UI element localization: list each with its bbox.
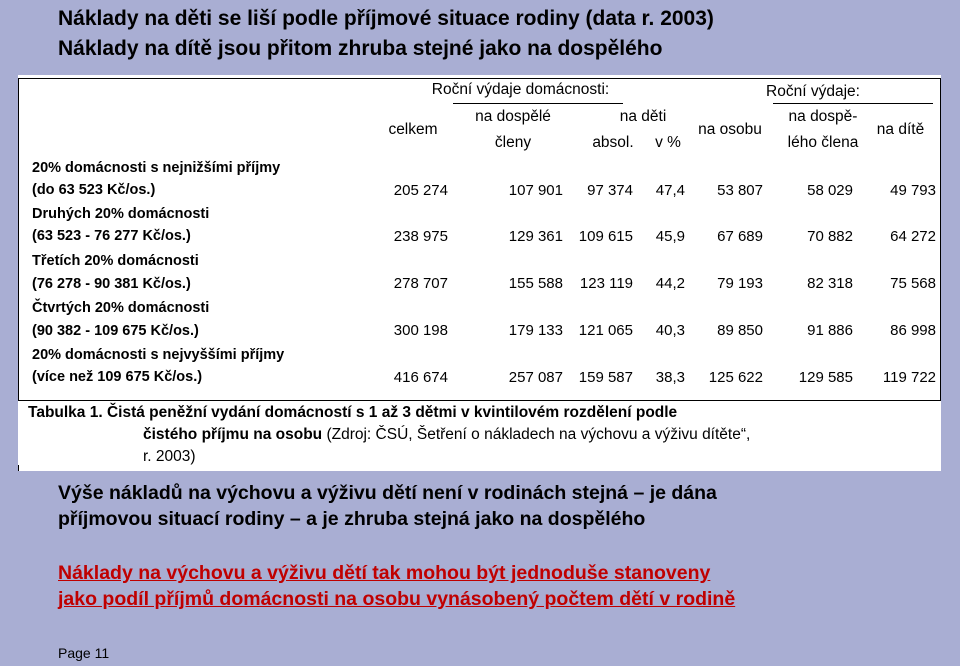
cell-children-abs: 109 615 <box>578 228 633 245</box>
col-header-children-pct: v % <box>655 134 681 151</box>
cell-children-abs: 159 587 <box>578 369 633 386</box>
caption-title: Čistá peněžní vydání domácností s 1 až 3 dětmi v kvintilovém rozdělení podle <box>106 404 678 421</box>
highlight-statement <box>58 560 735 612</box>
col-header-children: na děti <box>619 108 667 125</box>
cell-per-person: 53 807 <box>717 182 763 199</box>
cell-adults: 107 901 <box>508 182 563 199</box>
col-header-per-child: na dítě <box>876 121 925 138</box>
cell-adults: 129 361 <box>508 228 563 245</box>
row-label-1: Třetích 20% domácnosti <box>32 253 199 269</box>
cell-per-child: 75 568 <box>890 275 936 292</box>
cell-children-pct: 40,3 <box>655 322 685 339</box>
page-number: Page 11 <box>58 645 110 661</box>
caption-source: (Zdroj: ČSÚ, Šetření o nákladech na výchovu a výživu dítěte“, <box>322 426 751 443</box>
col-header-adults-1: na dospělé <box>475 108 551 125</box>
cell-per-person: 67 689 <box>717 228 763 245</box>
table-border-right <box>940 78 941 400</box>
caption-prefix: Tabulka 1. <box>28 404 103 421</box>
row-label-1: 20% domácnosti s nejnižšími příjmy <box>32 160 281 176</box>
cell-per-child: 64 272 <box>890 228 936 245</box>
highlight-line-2: jako podíl příjmů domácnosti na osobu vynásobený počtem dětí v rodině <box>58 588 736 610</box>
statement-line-1: Výše nákladů na výchovu a výživu dětí není v rodinách stejná – je dána <box>58 482 717 504</box>
row-label-2: (63 523 - 76 277 Kč/os.) <box>32 228 191 244</box>
cell-per-person: 125 622 <box>708 369 763 386</box>
cell-children-pct: 44,2 <box>655 275 685 292</box>
title-line-2: Náklady na dítě jsou přitom zhruba stejné jako na dospělého <box>58 37 663 60</box>
table-border-bottom <box>18 400 941 401</box>
cell-per-person: 79 193 <box>717 275 763 292</box>
cell-total: 300 198 <box>393 322 448 339</box>
cell-children-abs: 121 065 <box>578 322 633 339</box>
cell-children-abs: 123 119 <box>579 275 633 292</box>
cell-total: 238 975 <box>393 228 448 245</box>
col-header-per-adult-1: na dospě- <box>788 108 858 125</box>
cell-adults: 155 588 <box>508 275 563 292</box>
sheet-edge-left <box>18 465 19 471</box>
cell-per-adult: 70 882 <box>807 228 853 245</box>
cell-children-abs: 97 374 <box>587 182 633 199</box>
cell-per-child: 86 998 <box>890 322 936 339</box>
cell-per-child: 49 793 <box>890 182 936 199</box>
group-header-annual-line <box>773 103 933 104</box>
col-header-per-person: na osobu <box>698 121 762 138</box>
caption-year: r. 2003) <box>143 448 196 465</box>
table-border-left <box>18 78 19 400</box>
table-sheet <box>18 75 941 471</box>
cell-per-adult: 58 029 <box>807 182 853 199</box>
cell-total: 416 674 <box>393 369 448 386</box>
table-caption <box>28 402 933 468</box>
row-label-2: (76 278 - 90 381 Kč/os.) <box>32 276 191 292</box>
row-label-2: (90 382 - 109 675 Kč/os.) <box>32 323 199 339</box>
cell-per-child: 119 722 <box>882 369 936 386</box>
cell-per-adult: 129 585 <box>798 369 853 386</box>
cell-children-pct: 45,9 <box>655 228 685 245</box>
cell-per-adult: 91 886 <box>807 322 853 339</box>
cell-total: 205 274 <box>393 182 448 199</box>
cell-per-person: 89 850 <box>717 322 763 339</box>
slide-title <box>58 4 948 64</box>
group-header-annual: Roční výdaje: <box>766 83 860 100</box>
title-line-1: Náklady na děti se liší podle příjmové situace rodiny (data r. 2003) <box>58 7 714 30</box>
col-header-adults-2: členy <box>494 134 532 151</box>
statement <box>58 480 717 532</box>
cell-adults: 179 133 <box>508 322 563 339</box>
caption-title-2: čistého příjmu na osobu <box>143 426 323 443</box>
cell-children-pct: 47,4 <box>655 182 685 199</box>
cell-per-adult: 82 318 <box>807 275 853 292</box>
col-header-total: celkem <box>388 121 438 138</box>
table-border-top <box>18 78 941 79</box>
highlight-line-1: Náklady na výchovu a výživu dětí tak mohou být jednoduše stanoveny <box>58 562 711 584</box>
row-label-1: Čtvrtých 20% domácnosti <box>32 300 210 316</box>
col-header-per-adult-2: lého člena <box>787 134 859 151</box>
cell-adults: 257 087 <box>508 369 563 386</box>
col-header-children-abs: absol. <box>592 134 634 151</box>
cell-total: 278 707 <box>393 275 448 292</box>
row-label-2: (více než 109 675 Kč/os.) <box>32 369 203 385</box>
group-header-household: Roční výdaje domácnosti: <box>431 81 610 98</box>
row-label-2: (do 63 523 Kč/os.) <box>32 182 156 198</box>
statement-line-2: příjmovou situací rodiny – a je zhruba stejná jako na dospělého <box>58 508 646 530</box>
cell-children-pct: 38,3 <box>655 369 685 386</box>
group-header-household-line <box>453 103 623 104</box>
row-label-1: Druhých 20% domácnosti <box>32 206 210 222</box>
caption-line-2 <box>28 424 933 446</box>
row-label-1: 20% domácnosti s nejvyššími příjmy <box>32 347 285 363</box>
